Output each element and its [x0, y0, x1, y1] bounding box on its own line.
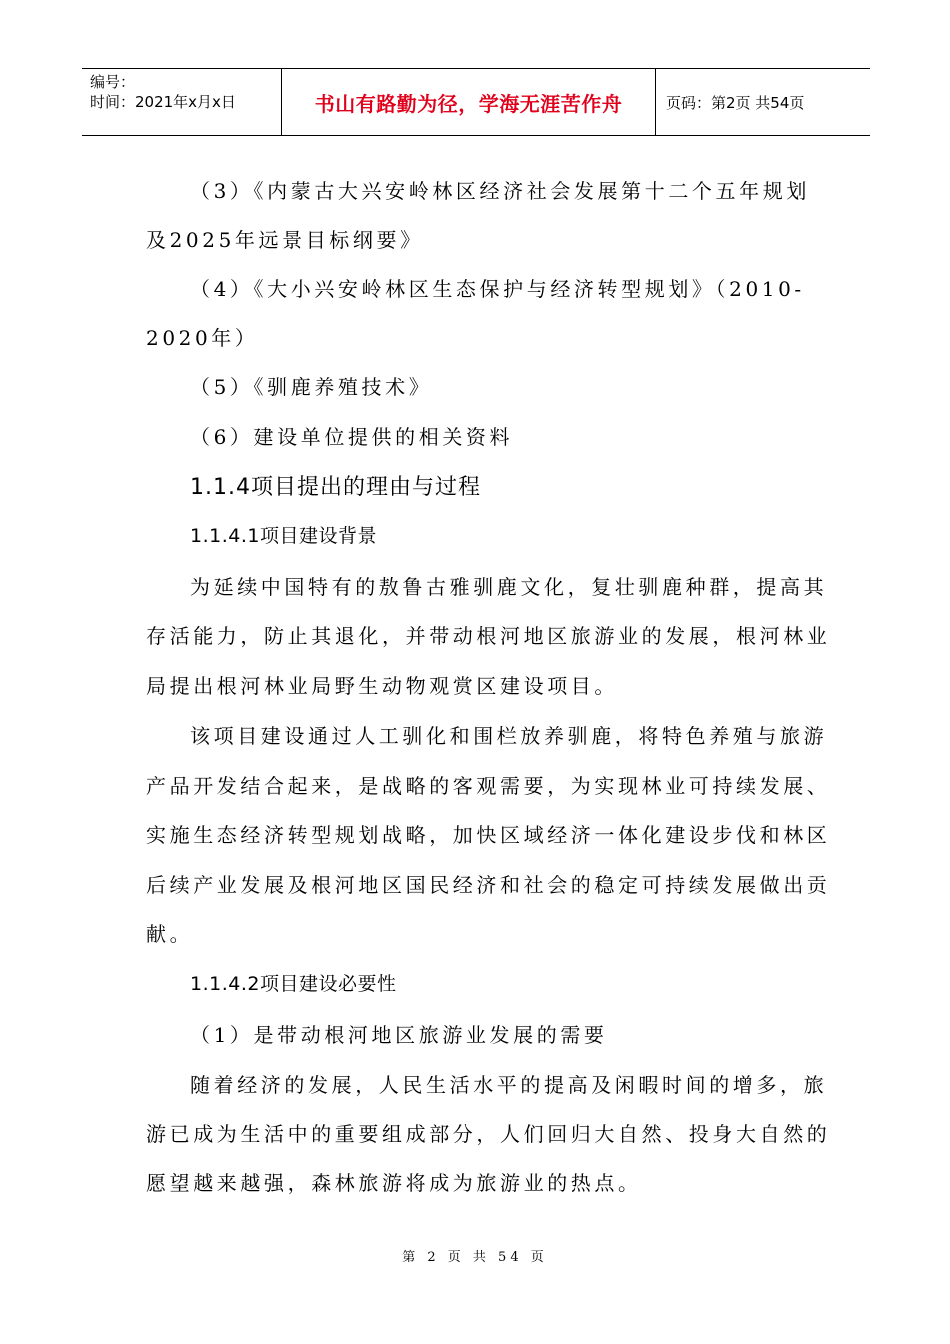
body-line: 实施生态经济转型规划战略，加快区域经济一体化建设步伐和林区: [146, 823, 831, 847]
body-line: 随着经济的发展，人民生活水平的提高及闲暇时间的增多，旅: [190, 1073, 828, 1097]
body-line: 后续产业发展及根河地区国民经济和社会的稳定可持续发展做出贡: [146, 873, 831, 897]
page-header: [82, 68, 870, 136]
body-line: （1）是带动根河地区旅游业发展的需要: [190, 1023, 608, 1047]
header-motto: 书山有路勤为径，学海无涯苦作舟: [282, 69, 656, 135]
body-line: 愿望越来越强，森林旅游将成为旅游业的热点。: [146, 1171, 642, 1195]
subsection-heading: 1.1.4.2项目建设必要性: [190, 973, 397, 995]
body-line: （5）《驯鹿养殖技术》: [190, 375, 433, 399]
body-line: 该项目建设通过人工驯化和围栏放养驯鹿，将特色养殖与旅游: [190, 724, 828, 748]
section-heading: 1.1.4项目提出的理由与过程: [190, 475, 481, 500]
subsection-heading: 1.1.4.1项目建设背景: [190, 525, 377, 547]
code-label: 编号：: [90, 73, 136, 91]
body-line: 及2025年远景目标纲要》: [146, 228, 424, 252]
body-line: （3）《内蒙古大兴安岭林区经济社会发展第十二个五年规划: [190, 179, 810, 203]
body-line: 2020年）: [146, 326, 259, 350]
body-line: 游已成为生活中的重要组成部分，人们回归大自然、投身大自然的: [146, 1122, 831, 1146]
body-line: 产品开发结合起来，是战略的客观需要，为实现林业可持续发展、: [146, 774, 831, 798]
body-line: 局提出根河林业局野生动物观赏区建设项目。: [146, 674, 618, 698]
body-line: 存活能力，防止其退化，并带动根河地区旅游业的发展，根河林业: [146, 624, 831, 648]
body-line: （4）《大小兴安岭林区生态保护与经济转型规划》（2010-: [190, 277, 805, 301]
body-line: （6）建设单位提供的相关资料: [190, 425, 514, 449]
body-line: 为延续中国特有的敖鲁古雅驯鹿文化，复壮驯鹿种群，提高其: [190, 575, 828, 599]
page-footer: 第 2 页 共 54 页: [402, 1250, 548, 1265]
date-label: 时间：2021年x月x日: [90, 93, 236, 111]
header-meta: [82, 69, 282, 135]
body-line: 献。: [146, 922, 194, 946]
header-page-info: 页码：第2页 共54页: [666, 93, 805, 112]
